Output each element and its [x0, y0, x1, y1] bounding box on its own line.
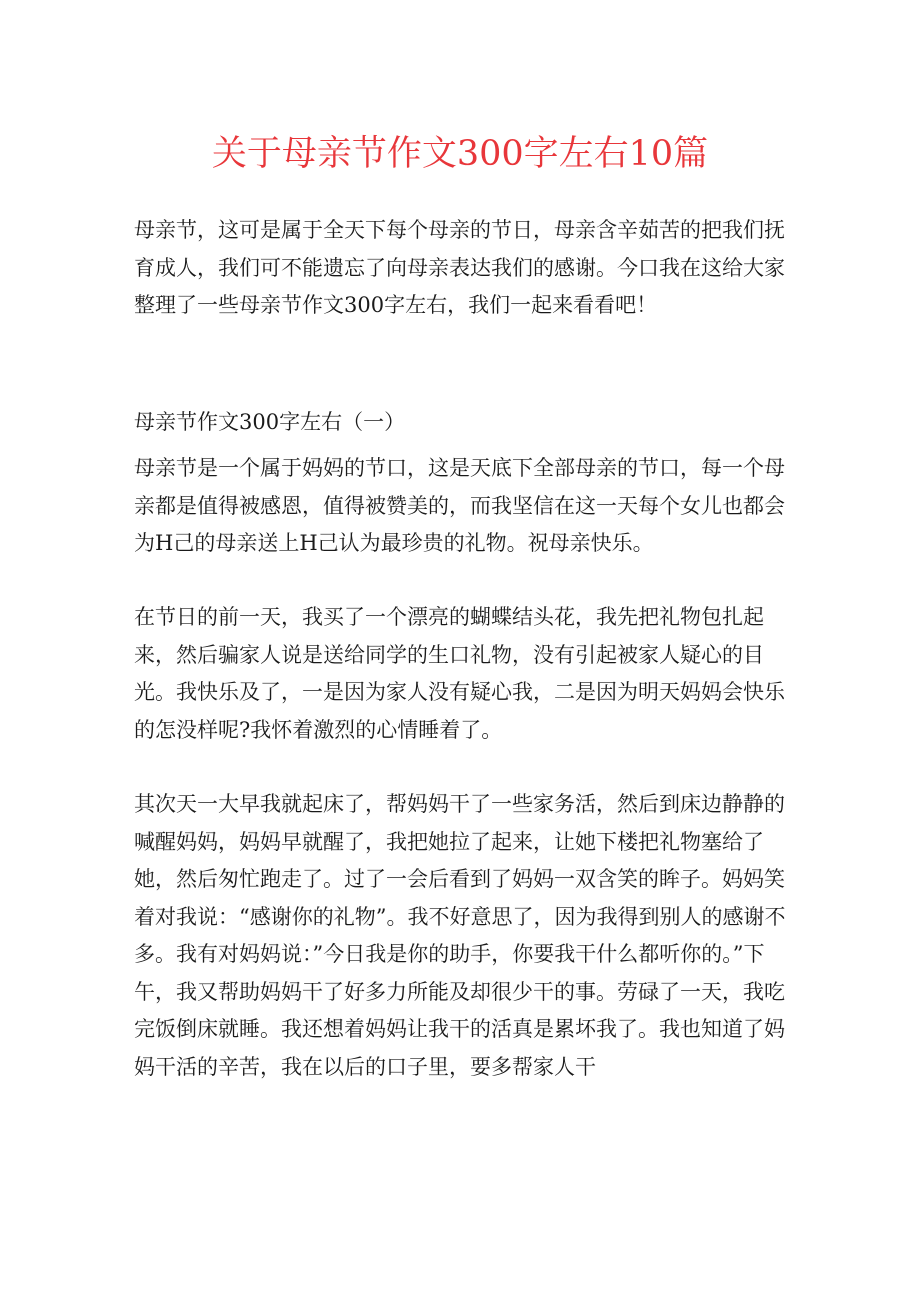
intro-paragraph: 母亲节，这可是属于全天下每个母亲的节日，母亲含辛茹苦的把我们抚育成人，我们可不能遗忘了向母亲表达我们的感谢。今口我在这给大家整理了一些母亲节作文300字左右，我们一起来看看吧！ [134, 218, 785, 317]
document-title: 关于母亲节作文300字左右10篇 [211, 134, 709, 174]
body-paragraph-3: 其次天一大早我就起床了，帮妈妈干了一些家务活，然后到床边静静的喊醒妈妈，妈妈早就醒了，我把她拉了起来，让她下楼把礼物塞给了她，然后匆忙跑走了。过了一会后看到了妈妈一双含笑的眸子。妈妈笑着对我说：“感谢你的礼物”。我不好意思了，因为我得到别人的感谢不多。我有对妈妈说：”今日我是你的助手，你要我干什么都听你的。”下午，我又帮助妈妈干了好多力所能及却很少干的事。劳碌了一天，我吃完饭倒床就睡。我还想着妈妈让我干的活真是累坏我了。我也知道了妈妈干活的辛苦，我在以后的口子里，要多帮家人干 [134, 792, 786, 1079]
body-paragraph-2: 在节日的前一天，我买了一个漂亮的蝴蝶结头花，我先把礼物包扎起来，然后骗家人说是送给同学的生口礼物，没有引起被家人疑心的目光。我快乐及了，一是因为家人没有疑心我，二是因为明天妈妈会快乐的怎没样呢?我怀着激烈的心情睡着了。 [134, 605, 785, 742]
section-heading: 母亲节作文300字左右（一） [134, 410, 406, 434]
body-paragraph-1: 母亲节是一个属于妈妈的节口，这是天底下全部母亲的节口，每一个母亲都是值得被感恩，值得被赞美的，而我坚信在这一天每个女儿也都会为H己的母亲送上H己认为最珍贵的礼物。祝母亲快乐。 [134, 456, 785, 555]
